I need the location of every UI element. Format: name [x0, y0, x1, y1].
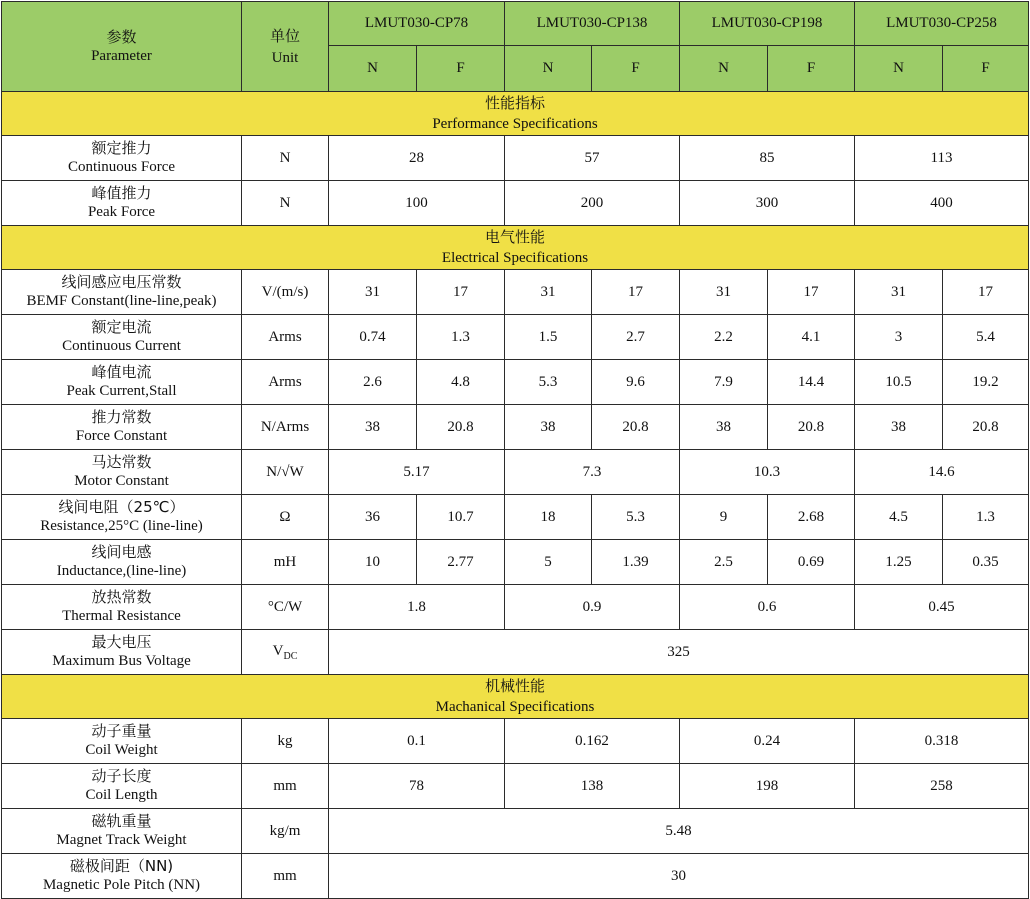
value-cell: 1.25	[855, 540, 943, 585]
param-peak-current	[2, 360, 242, 405]
unit-cell: N/√W	[242, 450, 329, 495]
param-cn: 马达常数	[91, 453, 152, 471]
param-cn: 线间电感	[91, 543, 152, 561]
unit-cell: Arms	[242, 360, 329, 405]
value-cell: 14.6	[855, 450, 1029, 495]
value-cell: 258	[855, 764, 1029, 809]
value-cell: 10	[329, 540, 417, 585]
section-row	[2, 226, 1029, 270]
param-max-bus-voltage	[2, 630, 242, 675]
unit-cell: N	[242, 136, 329, 181]
param-thermal-resistance	[2, 585, 242, 630]
param-peak-force	[2, 181, 242, 226]
value-cell: 4.1	[768, 315, 855, 360]
value-cell: 10.3	[680, 450, 855, 495]
param-cn: 动子长度	[91, 767, 152, 785]
value-cell: 113	[855, 136, 1029, 181]
unit-cell	[242, 630, 329, 675]
param-pole-pitch	[2, 854, 242, 899]
param-en: Peak Current,Stall	[66, 383, 177, 399]
value-cell: 0.45	[855, 585, 1029, 630]
value-cell: 17	[768, 270, 855, 315]
value-cell: 20.8	[417, 405, 505, 450]
param-en: Inductance,(line-line)	[56, 563, 187, 579]
value-cell: 19.2	[943, 360, 1029, 405]
unit-sub: DC	[283, 650, 298, 662]
value-cell: 18	[505, 495, 592, 540]
value-cell: 325	[329, 630, 1029, 675]
value-cell: 1.3	[943, 495, 1029, 540]
value-cell: 5.3	[505, 360, 592, 405]
value-cell: 2.5	[680, 540, 768, 585]
param-cn: 峰值推力	[91, 184, 152, 202]
value-cell: 5.3	[592, 495, 680, 540]
param-cn: 额定电流	[91, 318, 152, 336]
param-resistance	[2, 495, 242, 540]
param-en: Continuous Current	[62, 338, 181, 354]
value-cell: 9.6	[592, 360, 680, 405]
value-cell: 31	[855, 270, 943, 315]
unit-cell: mH	[242, 540, 329, 585]
subheader-f: F	[768, 46, 855, 92]
value-cell: 2.77	[417, 540, 505, 585]
section-title-en: Electrical Specifications	[441, 249, 589, 266]
subheader-f: F	[943, 46, 1029, 92]
param-bemf	[2, 270, 242, 315]
value-cell: 200	[505, 181, 680, 226]
unit-cell: Ω	[242, 495, 329, 540]
param-en: Magnetic Pole Pitch (NN)	[42, 877, 201, 893]
unit-cell: N/Arms	[242, 405, 329, 450]
unit-cell: Arms	[242, 315, 329, 360]
model-header: LMUT030-CP198	[680, 2, 855, 46]
value-cell: 85	[680, 136, 855, 181]
unit-cell: mm	[242, 854, 329, 899]
unit-cell: °C/W	[242, 585, 329, 630]
value-cell: 17	[592, 270, 680, 315]
subheader-n: N	[329, 46, 417, 92]
value-cell: 5.4	[943, 315, 1029, 360]
subheader-n: N	[680, 46, 768, 92]
table-row	[2, 630, 1029, 675]
value-cell: 14.4	[768, 360, 855, 405]
value-cell: 2.68	[768, 495, 855, 540]
table-row	[2, 315, 1029, 360]
value-cell: 7.3	[505, 450, 680, 495]
param-force-constant	[2, 405, 242, 450]
header-unit-cn: 单位	[269, 26, 300, 45]
param-en: Force Constant	[75, 428, 168, 444]
model-header: LMUT030-CP78	[329, 2, 505, 46]
table-row	[2, 495, 1029, 540]
param-en: Coil Weight	[85, 742, 158, 758]
value-cell: 100	[329, 181, 505, 226]
param-en: Thermal Resistance	[62, 608, 181, 624]
value-cell: 38	[855, 405, 943, 450]
value-cell: 0.1	[329, 719, 505, 764]
section-row	[2, 675, 1029, 719]
value-cell: 57	[505, 136, 680, 181]
table-row	[2, 270, 1029, 315]
value-cell: 5.17	[329, 450, 505, 495]
param-continuous-force	[2, 136, 242, 181]
param-en: Continuous Force	[67, 159, 176, 175]
value-cell: 20.8	[768, 405, 855, 450]
table-row	[2, 181, 1029, 226]
header-unit-en: Unit	[271, 49, 299, 66]
model-header: LMUT030-CP258	[855, 2, 1029, 46]
param-en: Peak Force	[87, 204, 156, 220]
param-cn: 动子重量	[91, 722, 152, 740]
table-row	[2, 450, 1029, 495]
value-cell: 5.48	[329, 809, 1029, 854]
value-cell: 1.8	[329, 585, 505, 630]
value-cell: 38	[505, 405, 592, 450]
param-en: Magnet Track Weight	[56, 832, 187, 848]
value-cell: 1.39	[592, 540, 680, 585]
value-cell: 2.7	[592, 315, 680, 360]
param-cn: 磁极间距（NN)	[69, 857, 174, 875]
section-row	[2, 92, 1029, 136]
unit-main: V	[272, 642, 284, 659]
value-cell: 0.35	[943, 540, 1029, 585]
value-cell: 30	[329, 854, 1029, 899]
value-cell: 4.5	[855, 495, 943, 540]
value-cell: 78	[329, 764, 505, 809]
value-cell: 0.162	[505, 719, 680, 764]
param-cn: 额定推力	[91, 139, 152, 157]
value-cell: 17	[417, 270, 505, 315]
param-cn: 磁轨重量	[91, 812, 152, 830]
param-en: Maximum Bus Voltage	[52, 653, 191, 669]
header-unit	[242, 2, 329, 92]
value-cell: 2.6	[329, 360, 417, 405]
table-row	[2, 809, 1029, 854]
value-cell: 4.8	[417, 360, 505, 405]
param-en: BEMF Constant(line-line,peak)	[26, 293, 217, 309]
subheader-f: F	[417, 46, 505, 92]
value-cell: 31	[329, 270, 417, 315]
table-row	[2, 540, 1029, 585]
value-cell: 7.9	[680, 360, 768, 405]
unit-cell: N	[242, 181, 329, 226]
param-coil-length	[2, 764, 242, 809]
value-cell: 10.5	[855, 360, 943, 405]
unit-cell: V/(m/s)	[242, 270, 329, 315]
unit-cell: kg/m	[242, 809, 329, 854]
param-en: Motor Constant	[74, 473, 169, 489]
subheader-f: F	[592, 46, 680, 92]
value-cell: 400	[855, 181, 1029, 226]
value-cell: 2.2	[680, 315, 768, 360]
unit-cell: kg	[242, 719, 329, 764]
param-en: Resistance,25°C (line-line)	[40, 518, 203, 534]
table-row	[2, 719, 1029, 764]
header-parameter-en: Parameter	[91, 47, 152, 64]
section-title-cn: 机械性能	[484, 676, 545, 695]
value-cell: 10.7	[417, 495, 505, 540]
value-cell: 0.9	[505, 585, 680, 630]
section-title-en: Machanical Specifications	[435, 698, 595, 715]
table-row	[2, 585, 1029, 630]
value-cell: 0.24	[680, 719, 855, 764]
value-cell: 300	[680, 181, 855, 226]
spec-table	[1, 1, 1029, 899]
param-cn: 推力常数	[91, 408, 152, 426]
section-title-cn: 电气性能	[484, 227, 545, 246]
value-cell: 3	[855, 315, 943, 360]
section-title-en: Performance Specifications	[432, 115, 598, 132]
param-cn: 线间感应电压常数	[61, 273, 182, 291]
param-cn: 线间电阻（25℃）	[58, 498, 185, 516]
value-cell: 138	[505, 764, 680, 809]
param-inductance	[2, 540, 242, 585]
section-mechanical	[2, 675, 1029, 719]
table-row	[2, 360, 1029, 405]
param-cn: 放热常数	[91, 588, 152, 606]
value-cell: 0.74	[329, 315, 417, 360]
value-cell: 20.8	[592, 405, 680, 450]
value-cell: 0.69	[768, 540, 855, 585]
header-row	[2, 2, 1029, 46]
table-row	[2, 764, 1029, 809]
value-cell: 198	[680, 764, 855, 809]
value-cell: 31	[505, 270, 592, 315]
value-cell: 9	[680, 495, 768, 540]
model-header: LMUT030-CP138	[505, 2, 680, 46]
table-row	[2, 854, 1029, 899]
param-cn: 峰值电流	[91, 363, 152, 381]
value-cell: 28	[329, 136, 505, 181]
value-cell: 17	[943, 270, 1029, 315]
table-row	[2, 405, 1029, 450]
section-title-cn: 性能指标	[484, 93, 545, 112]
param-motor-constant	[2, 450, 242, 495]
section-performance	[2, 92, 1029, 136]
unit-cell: mm	[242, 764, 329, 809]
subheader-n: N	[855, 46, 943, 92]
param-continuous-current	[2, 315, 242, 360]
value-cell: 38	[680, 405, 768, 450]
param-cn: 最大电压	[91, 633, 152, 651]
value-cell: 0.318	[855, 719, 1029, 764]
value-cell: 5	[505, 540, 592, 585]
param-magnet-track-weight	[2, 809, 242, 854]
param-coil-weight	[2, 719, 242, 764]
subheader-n: N	[505, 46, 592, 92]
value-cell: 1.5	[505, 315, 592, 360]
header-parameter	[2, 2, 242, 92]
table-row	[2, 136, 1029, 181]
param-en: Coil Length	[85, 787, 158, 803]
header-parameter-cn: 参数	[106, 27, 137, 46]
value-cell: 20.8	[943, 405, 1029, 450]
value-cell: 0.6	[680, 585, 855, 630]
section-electrical	[2, 226, 1029, 270]
value-cell: 38	[329, 405, 417, 450]
value-cell: 36	[329, 495, 417, 540]
value-cell: 1.3	[417, 315, 505, 360]
value-cell: 31	[680, 270, 768, 315]
